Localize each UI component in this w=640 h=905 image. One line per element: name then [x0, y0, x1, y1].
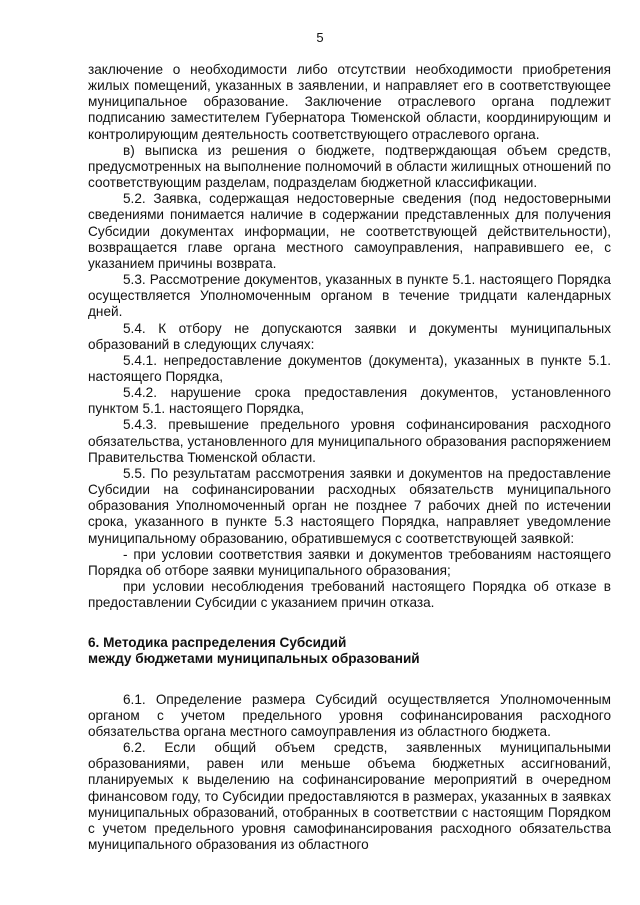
- paragraph-6-1: 6.1. Определение размера Субсидий осуществляется Уполномоченным органом с учетом предельного уровня софинансирования расходного обязательства органа местного самоуправления из областного бюджета.: [88, 691, 611, 739]
- paragraph-5-2: 5.2. Заявка, содержащая недостоверные сведения (под недостоверными сведениями понимается наличие в содержании представленных для получения Субсидии документах информации, не соответствующей действительности), возвращается главе органа местного самоуправления, направившего ее, с указанием причины возврата.: [88, 191, 611, 271]
- spacer: [88, 611, 611, 635]
- section-title-line-1: 6. Методика распределения Субсидий: [88, 635, 347, 651]
- paragraph-5-5: 5.5. По результатам рассмотрения заявки и документов на предоставление Субсидии на софинансировании расходных обязательств муниципального образования Уполномоченный орган не позднее 7 рабочих дней по истечении срока, указанного в пункте 5.3 настоящего Порядка, направляет уведомление муниципальному образованию, обратившемуся с соответствующей заявкой:: [88, 465, 611, 546]
- paragraph-conclusion-continuation: заключение о необходимости либо отсутствии необходимости приобретения жилых помещений, указанных в заявлении, и направляет его в соответствующее муниципальное образование. Заключение отраслевого органа подлежит подписанию заместителем Губернатора Тюменской области, координирующим и контролирующим деятельность соответствующего отраслевого органа.: [88, 62, 611, 142]
- paragraph-5-4-2: 5.4.2. нарушение срока предоставления документов, установленного пунктом 5.1. настоящего Порядка,: [88, 385, 611, 417]
- paragraph-5-4: 5.4. К отбору не допускаются заявки и документы муниципальных образований в следующих случаях:: [88, 320, 611, 352]
- spacer: [88, 668, 611, 692]
- paragraph-notification-refusal: при условии несоблюдения требований настоящего Порядка об отказе в предоставлении Субсидии с указанием причин отказа.: [88, 579, 611, 611]
- paragraph-notification-compliance: - при условии соответствия заявки и документов требованиям настоящего Порядка об отборе заявки муниципального образования;: [88, 546, 611, 578]
- section-title-line-2: между бюджетами муниципальных образований: [88, 651, 420, 667]
- paragraph-6-2: 6.2. Если общий объем средств, заявленных муниципальными образованиями, равен или меньше объема бюджетных ассигнований, планируемых к выделению на софинансирование мероприятий в очередном финансовом году, то Субсидии предоставляются в размерах, указанных в заявках муниципальных образований, отобранных в соответствии с настоящим Порядком с учетом предельного уровня самофинансирования расходного обязательства муниципального образования из областного: [88, 740, 611, 853]
- paragraph-5-4-1: 5.4.1. непредоставление документов (документа), указанных в пункте 5.1. настоящего Порядка,: [88, 352, 611, 384]
- paragraph-budget-extract: в) выписка из решения о бюджете, подтверждающая объем средств, предусмотренных на выполнение полномочий в области жилищных отношений по соответствующим разделам, подразделам бюджетной классификации.: [88, 142, 611, 191]
- paragraph-5-4-3: 5.4.3. превышение предельного уровня софинансирования расходного обязательства, установленного для муниципального образования распоряжением Правительства Тюменской области.: [88, 417, 611, 465]
- document-body: [88, 62, 611, 853]
- page-number: 5: [316, 30, 324, 45]
- paragraph-5-3: 5.3. Рассмотрение документов, указанных в пункте 5.1. настоящего Порядка осуществляется Уполномоченным органом в течение тридцати календарных дней.: [88, 272, 611, 320]
